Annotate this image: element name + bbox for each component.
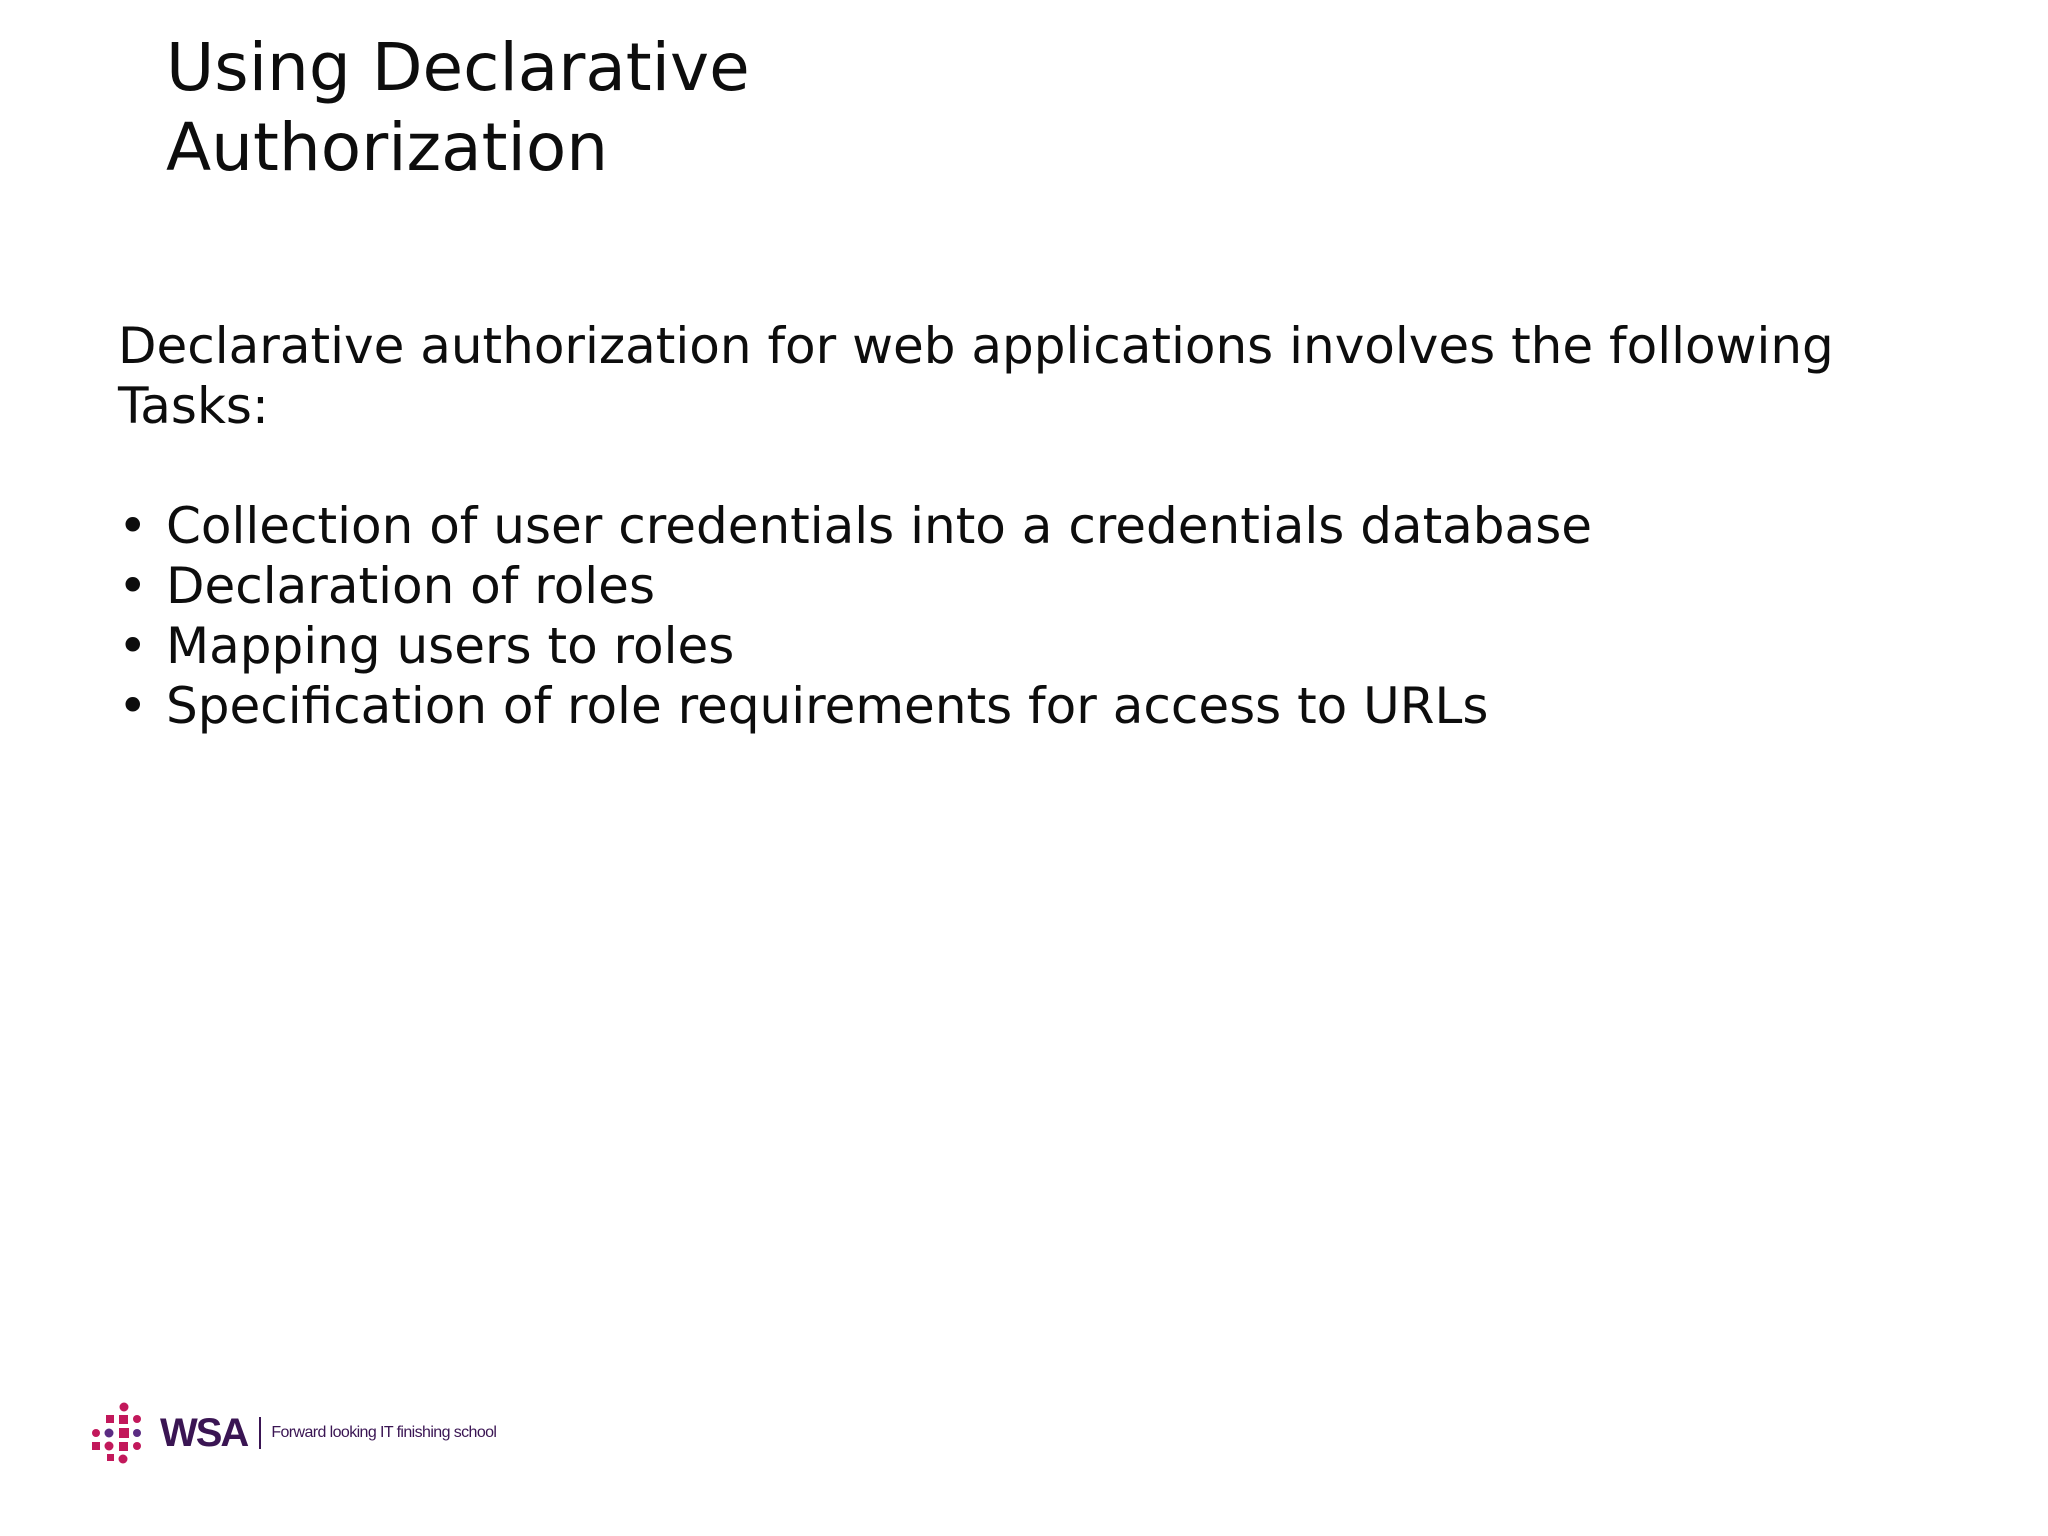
intro-line-2: Tasks:	[118, 377, 269, 435]
intro-line-1: Declarative authorization for web applications involves the following	[118, 317, 1834, 375]
wsa-logo	[90, 1400, 496, 1466]
bullet-item: • Declaration of roles	[118, 556, 1592, 616]
logo-dot-grid-icon	[90, 1402, 152, 1464]
bullet-item: • Mapping users to roles	[118, 616, 1592, 676]
logo-tagline: Forward looking IT finishing school	[271, 1424, 497, 1441]
bullet-list	[118, 496, 1592, 736]
intro-paragraph	[118, 316, 1978, 436]
slide-title	[166, 28, 1066, 188]
slide-title-line-1: Using Declarative	[166, 29, 750, 106]
bullet-item: • Specification of role requirements for access to URLs	[118, 676, 1592, 736]
logo-wordmark: WSA	[160, 1410, 248, 1455]
bullet-item: • Collection of user credentials into a credentials database	[118, 496, 1592, 556]
logo-divider	[259, 1417, 261, 1449]
slide-title-line-2: Authorization	[166, 109, 609, 186]
